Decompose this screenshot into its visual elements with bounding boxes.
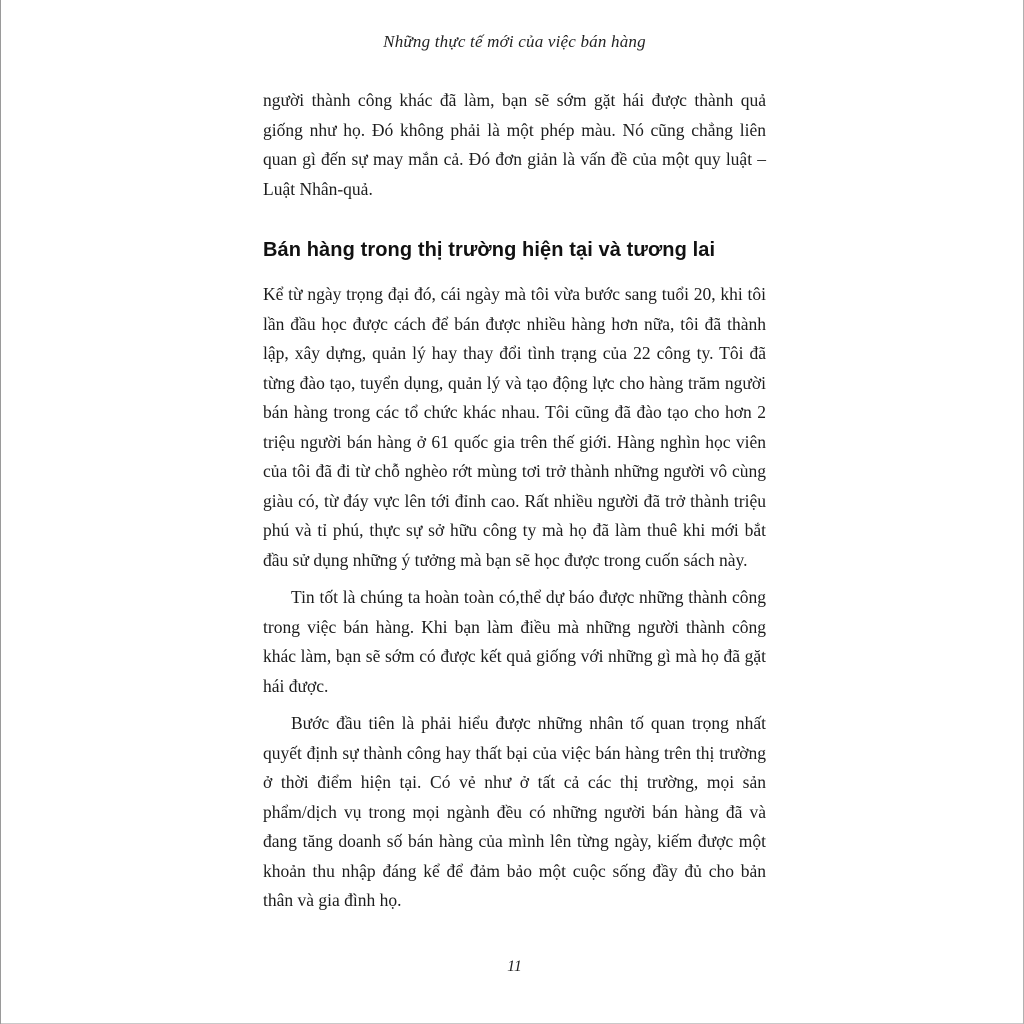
body-paragraph: người thành công khác đã làm, bạn sẽ sớm gặt hái được thành quả giống như họ. Đó không phải là một phép màu. Nó cũng chẳng liên quan gì đến sự may mắn cả. Đó đơn giản là vấn đề của một quy luật – Luật Nhân-quả. — [263, 90, 766, 199]
page-number: 11 — [507, 958, 522, 975]
body-paragraph: Kể từ ngày trọng đại đó, cái ngày mà tôi vừa bước sang tuổi 20, khi tôi lần đầu học được cách để bán được nhiều hàng hơn nữa, tôi đã thành lập, xây dựng, quản lý hay thay đổi tình trạng của 22 công ty. Tôi đã từng đào tạo, tuyển dụng, quản lý và tạo động lực cho hàng trăm người bán hàng trong các tổ chức khác nhau. Tôi cũng đã đào tạo cho hơn 2 triệu người bán hàng ở 61 quốc gia trên thế giới. Hàng nghìn học viên của tôi đã đi từ chỗ nghèo rớt mùng tơi trở thành những người vô cùng giàu có, từ đáy vực lên tới đỉnh cao. Rất nhiều người đã trở thành triệu phú và tỉ phú, thực sự sở hữu công ty mà họ đã làm thuê khi mới bắt đầu sử dụng những ý tưởng mà bạn sẽ học được trong cuốn sách này. — [263, 284, 766, 570]
running-header: Những thực tế mới của việc bán hàng — [383, 32, 646, 51]
page-content — [263, 86, 766, 924]
section-heading: Bán hàng trong thị trường hiện tại và tương lai — [263, 239, 716, 261]
body-paragraph: Bước đầu tiên là phải hiểu được những nhân tố quan trọng nhất quyết định sự thành công hay thất bại của việc bán hàng trên thị trường ở thời điểm hiện tại. Có vẻ như ở tất cả các thị trường, mọi sản phẩm/dịch vụ trong mọi ngành đều có những người bán hàng đã và đang tăng doanh số bán hàng của mình lên từng ngày, kiếm được một khoản thu nhập đáng kể để đảm bảo một cuộc sống đầy đủ cho bản thân và gia đình họ. — [263, 713, 766, 910]
body-paragraph: Tin tốt là chúng ta hoàn toàn có,thể dự báo được những thành công trong việc bán hàng. Khi bạn làm điều mà những người thành công khác làm, bạn sẽ sớm có được kết quả giống với những gì mà họ đã gặt hái được. — [263, 587, 766, 696]
